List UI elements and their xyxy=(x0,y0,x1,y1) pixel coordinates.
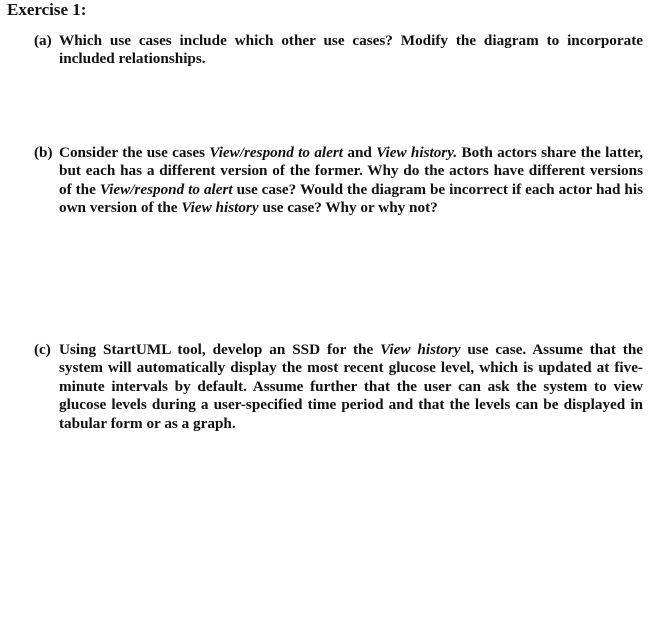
use-case-view-history: View history. xyxy=(376,144,458,161)
question-b xyxy=(34,144,643,218)
exercise-title: Exercise 1: xyxy=(7,0,87,19)
question-a-text: Which use cases include which other use cases? Modify the diagram to incorporate included relationships. xyxy=(59,32,643,68)
use-case-view-respond-to-alert-2: View/respond to alert xyxy=(99,180,233,198)
question-a xyxy=(34,32,643,69)
question-b-text-3: Both actors share the latter, but each has a different version of the former. Why do the actors have different versions of the xyxy=(59,144,643,198)
question-b-text-5: use case? Why or why not? xyxy=(262,199,438,217)
question-c-text-1: Using StartUML tool, develop an SSD for the xyxy=(59,341,374,358)
question-b-text-2: and xyxy=(347,144,372,161)
question-c-text-2: use case. Assume that the system will automatically display the most recent glucose level, which is updated at five-minute intervals by default. Assume further that the user can ask the system to view glucose levels during a user-specified time period and that the levels can be displayed in tabular form or as a graph. xyxy=(59,341,644,432)
use-case-view-respond-to-alert: View/respond to alert xyxy=(209,144,343,161)
question-b-label: (b) xyxy=(34,144,53,161)
question-c-label: (c) xyxy=(34,341,51,358)
question-a-label: (a) xyxy=(34,32,52,49)
use-case-view-history-3: View history xyxy=(380,341,461,358)
use-case-view-history-2: View history xyxy=(181,199,259,217)
question-b-text-4: use case? Would the diagram be incorrect if each actor had his own version of the xyxy=(59,180,644,217)
question-c xyxy=(34,341,643,433)
question-b-text-1: Consider the use cases xyxy=(59,144,206,161)
